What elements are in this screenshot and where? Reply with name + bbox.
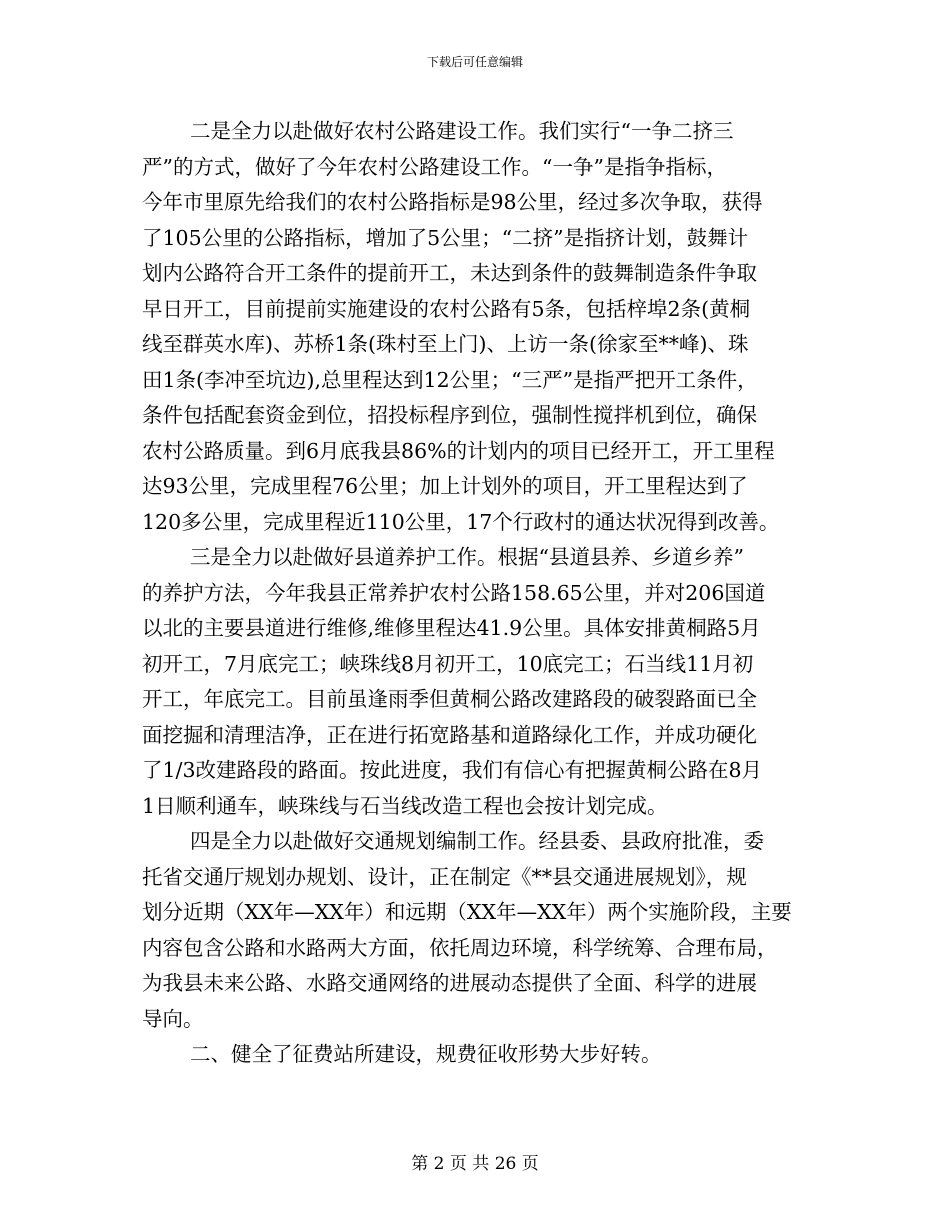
text-line: 达93公里，完成里程76公里；加上计划外的项目，开工里程达到了	[142, 474, 748, 498]
text-line: 划分近期（XX年—XX年）和远期（XX年—XX年）两个实施阶段，主要	[142, 900, 792, 924]
text-line: 了1/3改建路段的路面。按此进度，我们有信心有把握黄桐公路在8月	[142, 758, 763, 782]
section-heading: 二、健全了征费站所建设，规费征收形势大步好转。	[190, 1042, 662, 1066]
text-line: 今年市里原先给我们的农村公路指标是98公里，经过多次争取，获得	[142, 190, 763, 214]
text-line: 以北的主要县道进行维修,维修里程达41.9公里。具体安排黄桐路5月	[142, 616, 761, 640]
text-line: 内容包含公路和水路两大方面，依托周边环境，科学统筹、合理布局，	[142, 935, 778, 960]
text-line: 严”的方式，做好了今年农村公路建设工作。“一争”是指争指标，	[142, 154, 727, 179]
text-line: 条件包括配套资金到位，招投标程序到位，强制性搅拌机到位，确保	[142, 403, 757, 427]
text-line: 初开工，7月底完工；峡珠线8月初开工，10底完工；石当线11月初	[142, 651, 754, 676]
text-line: 的养护方法，今年我县正常养护农村公路158.65公里，并对206国道	[142, 580, 766, 605]
text-line: 田1条(李冲至坑边),总里程达到12公里；“三严”是指严把开工条件，	[142, 367, 758, 392]
text-line: 托省交通厅规划办规划、设计，正在制定《**县交通进展规划》，规	[142, 864, 747, 889]
text-line: 了105公里的公路指标，增加了5公里；“二挤”是指挤计划，鼓舞计	[142, 225, 749, 250]
document-body	[142, 114, 832, 1073]
text-line: 四是全力以赴做好交通规划编制工作。经县委、县政府批准，委	[190, 829, 764, 853]
text-line: 划内公路符合开工条件的提前开工，未达到条件的鼓舞制造条件争取	[142, 261, 757, 285]
page-header: 下载后可任意编辑	[426, 55, 523, 69]
text-line: 线至群英水库)、苏桥1条(珠村至上门)、上访一条(徐家至**峰)、珠	[142, 332, 749, 356]
text-line: 导向。	[142, 1006, 204, 1031]
text-line: 1日顺利通车，峡珠线与石当线改造工程也会按计划完成。	[142, 793, 668, 818]
text-line: 二是全力以赴做好农村公路建设工作。我们实行“一争二挤三	[190, 119, 734, 143]
text-line: 120多公里，完成里程近110公里，17个行政村的通达状况得到改善。	[142, 509, 780, 534]
text-line: 面挖掘和清理洁净，正在进行拓宽路基和道路绿化工作，并成功硬化	[142, 722, 757, 747]
text-line: 早日开工，目前提前实施建设的农村公路有5条，包括梓埠2条(黄桐	[142, 296, 751, 321]
page-footer: 第 2 页 共 26 页	[411, 1154, 539, 1174]
text-line: 为我县未来公路、水路交通网络的进展动态提供了全面、科学的进展	[142, 971, 757, 995]
text-line: 开工，年底完工。目前虽逢雨季但黄桐公路改建路段的破裂路面已全	[142, 687, 757, 711]
text-line: 三是全力以赴做好县道养护工作。根据“县道县养、乡道乡养”	[190, 545, 744, 569]
text-line: 农村公路质量。到6月底我县86%的计划内的项目已经开工，开工里程	[142, 438, 775, 463]
